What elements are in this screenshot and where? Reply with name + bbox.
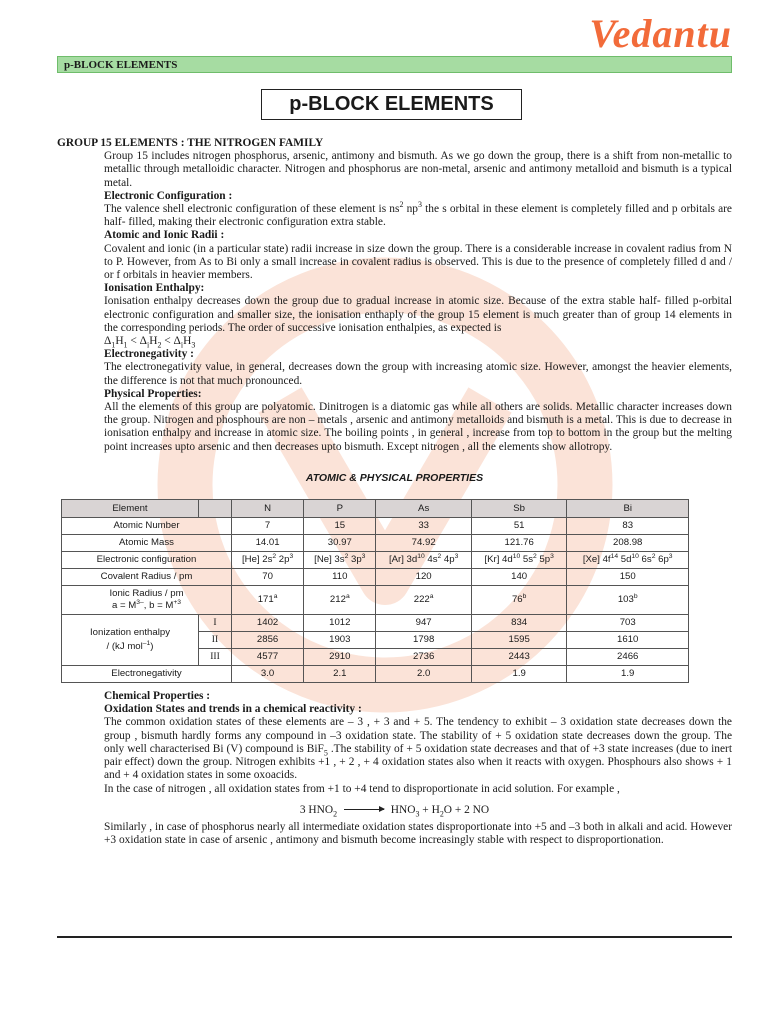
table-cell: 222$^a$ [376,586,472,615]
header-cell: P [304,500,376,518]
table-row [62,666,689,683]
table-cell: 703 [567,615,689,632]
page-title: p-BLOCK ELEMENTS [261,89,522,120]
table-cell: 33 [376,518,472,535]
table-cell: 150 [567,569,689,586]
table-cell: 2466 [567,649,689,666]
header-cell: Element [62,500,199,518]
row-label: Electronegativity [62,666,232,683]
table-row [62,518,689,535]
row-label: Electronic configuration [62,552,232,569]
footer-divider [57,936,732,938]
table-cell: [He] $2s^2$ $2p^3$ [232,552,304,569]
table-row [62,615,689,632]
intro-paragraph: Group 15 includes nitrogen phosphorus, arsenic, antimony and bismuth. As we go down the group, there is a shift from non-metallic to metallic through metalloidic character. Nitrogen and phosphorus are non-metal, arsenic and antimony metalloid and bismuth is a typical metal. [104,150,732,189]
table-cell: 83 [567,518,689,535]
reaction-arrow-icon [344,809,384,810]
table-cell: 2443 [471,649,567,666]
ie-order: $\Delta_1H_1 < \Delta_iH_2 < \Delta_iH_3$ [104,335,196,350]
radii-heading: Atomic and Ionic Radii : [104,229,225,242]
table-cell: 1.9 [471,666,567,683]
table-cell: 2.0 [376,666,472,683]
table-cell: 1012 [304,615,376,632]
chem-heading: Chemical Properties : [104,690,211,703]
header-cell: N [232,500,304,518]
table-cell: 947 [376,615,472,632]
table-header-row [62,500,689,518]
row-label: Ionization enthalpy / (kJ mol$^{-1}$) [62,615,199,666]
table-cell: 2.1 [304,666,376,683]
table-cell: 1798 [376,632,472,649]
table-row [62,535,689,552]
table-cell: 1.9 [567,666,689,683]
order-cell: III [199,649,232,666]
ec-paragraph: The valence shell electronic configuration of these element is $ns^2$ $np^3$ the s orbital in these element is completely filled and p orbitals are half- filled, making their electronic configuration extra stable. [104,200,732,229]
table-cell: 208.98 [567,535,689,552]
disproportionation-equation: 3 $HNO_2$ $HNO_3 + H_2O + 2$ NO [299,803,490,818]
header-cell-blank [199,500,232,518]
table-cell: 1402 [232,615,304,632]
table-cell: 76$^b$ [471,586,567,615]
table-cell: 15 [304,518,376,535]
header-cell: Bi [567,500,689,518]
table-row [62,552,689,569]
table-cell: 2910 [304,649,376,666]
properties-table [61,499,689,683]
table-cell: 4577 [232,649,304,666]
table-row [62,586,689,615]
en-heading: Electronegativity : [104,348,194,361]
order-cell: II [199,632,232,649]
pp-paragraph: All the elements of this group are polyatomic. Dinitrogen is a diatomic gas while all others are solids. Metallic character increases down the group. Nitrogen and phosphours are non – metals , arsenic and antimony metalloids and bismuth is a metal. This is due to decrease in ionisation enthalpy and increase in atomic size. The boiling points , in general , increase from top to bottom in the group but the melting point increases upto arsenic and then decreases upto bismuth. Except nitrogen , all the elements show allotropy. [104,401,732,453]
oxidation-paragraph: The common oxidation states of these elements are – 3 , + 3 and + 5. The tendency to exhibit – 3 oxidation state decreases down the group , bismuth hardly forms any compound in –3 oxidation state. The stability of + 5 oxidation state decreases down the group. The only well characterised Bi (V) compound is BiF$_5$ .The stability of + 5 oxidation state decreases and that of +3 state increases (due to inert pair effect) down the group. Nitrogen exhibits +1 , + 2 , + 4 oxidation states also when it reacts with oxygen. Phosphours also shows + 1 and + 4 oxidation states in some oxoacids. [104,716,732,782]
table-cell: 14.01 [232,535,304,552]
table-cell: 7 [232,518,304,535]
table-cell: 1595 [471,632,567,649]
table-cell: [Kr] $4d^{10}$ $5s^2$ $5p^3$ [471,552,567,569]
vedantu-logo: Vedantu [589,11,732,56]
table-cell: 1903 [304,632,376,649]
table-cell: 103$^b$ [567,586,689,615]
table-cell: [Xe] $4f^{14}$ $5d^{10}$ $6s^2$ $6p^3$ [567,552,689,569]
table-cell: [Ne] $3s^2$ $3p^3$ [304,552,376,569]
section-heading: GROUP 15 ELEMENTS : THE NITROGEN FAMILY [57,137,324,149]
main-content [57,137,732,847]
row-label: Atomic Mass [62,535,232,552]
table-cell: 74.92 [376,535,472,552]
table-cell: 1610 [567,632,689,649]
ie-paragraph: Ionisation enthalpy decreases down the group due to gradual increase in atomic size. Because of the extra stable half- filled p-orbital electronic configuration and smaller size, the ionisation enthaply of the group 15 element is much greater than of group 14 elements in the corresponding periods. The order of successive ionisation enthalpies, as expected is [104,295,732,334]
radii-paragraph: Covalent and ionic (in a particular state) radii increase in size down the group. There is a considerable increase in covalent radius from N to P. However, from As to Bi only a small increase in covalent radius is observed. This is due to the presence of completely filled d and / or f orbitals in heavier members. [104,242,732,282]
en-paragraph: The electronegativity value, in general, decreases down the group with increasing atomic size. However, amongst the heavier elements, the difference is not that much pronounced. [104,361,732,387]
table-cell: 834 [471,615,567,632]
table-cell: 140 [471,569,567,586]
table-cell: 120 [376,569,472,586]
table-cell: 51 [471,518,567,535]
pp-heading: Physical Properties: [104,387,202,400]
table-cell: 30.97 [304,535,376,552]
table-cell: 3.0 [232,666,304,683]
oxidation-heading: Oxidation States and trends in a chemical reactivity : [104,703,362,716]
row-label: Covalent Radius / pm [62,569,232,586]
header-cell: As [376,500,472,518]
row-label: Ionic Radius / pm $a = M^{3-}$, $b = M^{+3}$ [62,586,232,615]
nitrogen-paragraph: In the case of nitrogen , all oxidation states from +1 to +4 tend to disproportionate in acid solution. For example , [104,782,620,795]
table-cell: [Ar] $3d^{10}$ $4s^2$ $4p^3$ [376,552,472,569]
table-cell: 2736 [376,649,472,666]
table-cell: 70 [232,569,304,586]
ie-heading: Ionisation Enthalpy: [104,282,205,295]
table-cell: 171$^a$ [232,586,304,615]
ec-heading: Electronic Configuration : [104,189,233,202]
phosphorus-paragraph: Similarly , in case of phosphorus nearly all intermediate oxidation states disproportionate into +5 and –3 both in alkali and acid. However +3 oxidation state in case of arsenic , antimony and bismuth become increasingly stable with respect to disproportionation. [104,820,732,847]
table-cell: 121.76 [471,535,567,552]
table-cell: 2856 [232,632,304,649]
chapter-header-band: p-BLOCK ELEMENTS [57,56,732,73]
row-label: Atomic Number [62,518,232,535]
table-row [62,569,689,586]
header-cell: Sb [471,500,567,518]
order-cell: I [199,615,232,632]
table-cell: 212$^a$ [304,586,376,615]
table-title: ATOMIC & PHYSICAL PROPERTIES [305,471,484,484]
table-cell: 110 [304,569,376,586]
